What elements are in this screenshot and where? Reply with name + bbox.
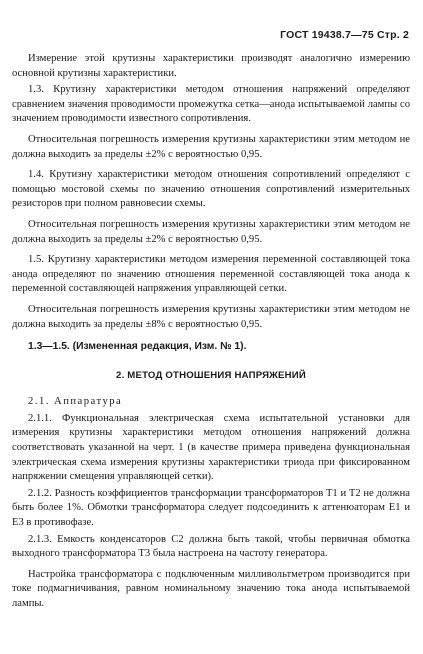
paragraph-2-1-3: 2.1.3. Емкость конденсаторов С2 должна быть такой, чтобы первичная обмотка выходного трансформатора Т3 была настроена на частоту генератора. (12, 533, 410, 560)
paragraph-2-1-2: 2.1.2. Разность коэффициентов трансформации трансформаторов Т1 и Т2 не должна быть более 1%. Обмотки трансформатора следует подсоединить к аттенюаторам Е1 и Е3 в противофазе. (12, 487, 410, 529)
paragraph-intro: Измерение этой крутизны характеристики производят аналогично измерению основной крутизны характеристики. (12, 53, 410, 79)
editorial-note: 1.3—1.5. (Измененная редакция, Изм. № 1). (28, 341, 247, 353)
paragraph-1-3-error: Относительная погрешность измерения крутизны характеристики этим методом не должна выходить за пределы ±2% с вероятностью 0,95. (12, 133, 410, 160)
paragraph-1-4: 1.4. Крутизну характеристики методом отношения сопротивлений определяют с помощью мостовой схемы по значению отношения сопротивлений измерительных резисторов при полном равновесии схемы. (12, 169, 410, 210)
section-title: 2. МЕТОД ОТНОШЕНИЯ НАПРЯЖЕНИЙ (116, 369, 306, 381)
paragraph-1-5: 1.5. Крутизну характеристики методом измерения переменной составляющей тока анода определяют по значению отношения переменной составляющей тока анода к переменной составляющей напряжения управляющей сетки. (12, 254, 410, 295)
paragraph-1-5-error: Относительная погрешность измерения крутизны характеристики этим методом не должна выходить за пределы ±8% с вероятностью 0,95. (12, 303, 410, 330)
page-header: ГОСТ 19438.7—75 Стр. 2 (280, 29, 409, 41)
subsection-2-1: 2.1. Аппаратура (28, 396, 123, 408)
paragraph-1-3: 1.3. Крутизну характеристики методом отношения напряжений определяют сравнением значения проводимости промежутка сетка—анода испытываемой лампы со значением проводимости известного сопротивления. (12, 84, 410, 125)
paragraph-1-4-error: Относительная погрешность измерения крутизны характеристики этим методом не должна выходить за пределы ±2% с вероятностью 0,95. (12, 218, 410, 245)
document-body (12, 52, 410, 618)
paragraph-2-1-3-setup: Настройка трансформатора с подключенным милливольтметром производится при токе подмагничивания, равном номинальному значению тока анода испытываемой лампы. (12, 568, 410, 609)
paragraph-2-1-1: 2.1.1. Функциональная электрическая схема испытательной установки для измерения крутизны характеристики методом отношения напряжений должна соответствовать указанной на черт. 1 (в качестве примера приведена функциональная электрическая схема измерения крутизны характеристики триода при фиксированном напряжении смещения управляющей сетки). (12, 412, 410, 483)
